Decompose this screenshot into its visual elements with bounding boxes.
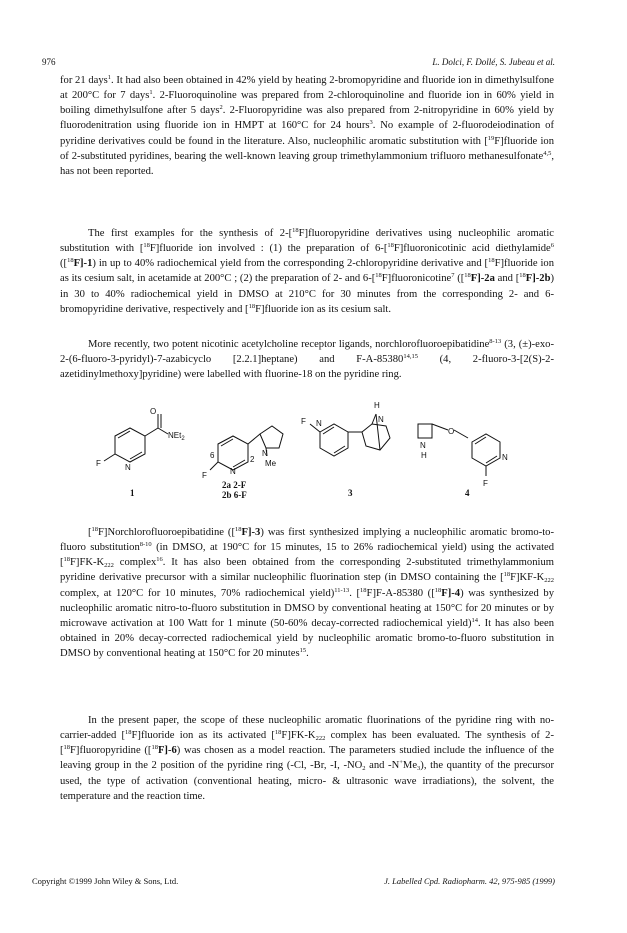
struct4-h-label: H xyxy=(421,451,427,460)
chemical-structures-figure xyxy=(80,398,560,508)
struct1-amide-label: NEt$_2$ xyxy=(168,431,185,442)
structure-3-number: 3 xyxy=(348,488,353,498)
paragraph-5: In the present paper, the scope of these nucleophilic aromatic fluorinations of the pyridine ring with no-carrier-added [$^{18}$F]fluoride ion as its activated $[^{18}F]FK-K_{222}$ complex has been evaluated. The synthesis of 2-[$^{18}$F]fluoropyridine ([$^{18}$F]-6) was chosen as a model reaction. The parameters studied include the influence of the leaving group in the 2 position of the pyridine ring (-Cl, -Br, -I, $-NO_2$ and $-N^+Me_3$), the quantity of the precursor used, the type of activation (conventional heating, micro- & ultrasonic wave irradiations), the solvent, the temperature and the reaction time. xyxy=(60,715,554,802)
paragraph-2: The first examples for the synthesis of 2-[$^{18}$F]fluoropyridine derivatives using nucleophilic aromatic substitution with [$^{18}$F]fluoride ion involved : (1) the preparation of 6-[$^{18}$F]fluoronicotinic acid diethylamide$^6$ ([$^{18}$F]-1) in up to 40% radiochemical yield from the corresponding 2-chloropyridine derivative and [$^{18}$F]fluoride ion as its cesium salt, in acetamide at 200°C ; (2) the preparation of 2- and 6-[$^{18}$F]fluoronicotine$^7$ ([$^{18}$F]-2a and [$^{18}$F]-2b) in 30 to 40% radiochemical yield in DMSO at 210°C for 30 minutes from the corresponding 2- and 6-bromopyridine derivative, respectively and [$^{18}$F]fluoride ion as its cesium salt. xyxy=(60,227,555,315)
struct4-fluorine-label: F xyxy=(483,479,488,488)
paragraph-4: [$^{18}$F]Norchlorofluoroepibatidine ([$^{18}$F]-3) was first synthesized implying a nucleophilic aromatic bromo-to-fluoro substitution$^{8-10}$ (in DMSO, at 190°C for 15 minutes, 15 to 26% radiochemical yield) using the activated $[^{18}F]FK-K_{222}$ complex$^{16}$. It has also been obtained from the corresponding 2-substituted trimethylammonium pyridine derivative precursor with a similar nucleophilic fluorination step (in DMSO containing the $[^{18}F]KF-K_{222}$ complex, at 120°C for 10 minutes, 70% radiochemical yield)$^{11-13}$. [$^{18}$F]F-A-85380 ([$^{18}$F]-4) was synthesized by nucleophilic aromatic nitro-to-fluoro substitution in DMSO by conventional heating at 150°C for 20 minutes or by microwave activation at 100 Watt for 1 minute (50-60% decay-corrected radiochemical yield)$^{14}$. It has also been obtained in 20% decay-corrected radiochemical yield by nucleophilic aromatic bromo-to-fluoro substitution in DMSO by conventional heating at 150°C for 20 minutes$^{15}$. xyxy=(60,526,555,660)
running-head: L. Dolci, F. Dollé, S. Jubeau et al. xyxy=(432,57,555,67)
paragraph-3: More recently, two potent nicotinic acetylcholine receptor ligands, norchlorofluoroepibatidine$^{8-13}$ (3, (±)-exo-2-(6-fluoro-3-pyridyl)-7-azabicyclo [2.2.1]heptane) and F-A-85380$^{14,15}$ (4, 2-fluoro-3-[2(S)-2-azetidinylmethoxy]pyridine) were labelled with fluorine-18 on the pyridine ring. xyxy=(60,338,554,381)
structure-2b-label: 2b 6-F xyxy=(222,490,247,500)
structure-1-number: 1 xyxy=(130,488,135,498)
copyright-footer: Copyright ©1999 John Wiley & Sons, Ltd. xyxy=(32,876,179,886)
struct2-pos2-label: 2 xyxy=(250,455,255,464)
struct2-methyl-label: Me xyxy=(265,459,277,468)
paragraph-1: for 21 days$^1$. It had also been obtained in 42% yield by heating 2-bromopyridine and fluoride ion in dimethylsulfone at 200°C for 7 days$^1$. 2-Fluoroquinoline was prepared from 2-chloroquinoline and fluoride ion in 60% yield in boiling dimethylsulfone after 5 days$^2$. 2-Fluoropyridine was also prepared from 2-nitropyridine in 60% yield by fluorodenitration using fluoride ion in HMPT at 160°C for 24 hours$^3$. No example of 2-fluorodeiodination of pyridine derivatives could be found in the literature. Also, nucleophilic aromatic substitution with [$^{19}$F]fluoride ion of 2-substituted pyridines, bearing the well-known leaving group trimethylammonium trifluoro methanesulfonate$^{4,5}$, has not been reported. xyxy=(60,74,554,177)
struct3-fluorine-label: F xyxy=(301,417,306,426)
struct1-oxygen-label: O xyxy=(150,407,157,416)
struct4-azetidine-n-label: N xyxy=(420,441,426,450)
struct1-nitrogen-label: N xyxy=(125,463,131,472)
struct2-pyridine-n-label: N xyxy=(230,467,236,476)
struct3-bridge-n-label: N xyxy=(378,415,384,424)
journal-citation-footer: J. Labelled Cpd. Radiopharm. 42, 975-985 (1999) xyxy=(384,876,555,886)
struct3-h-label: H xyxy=(374,401,380,410)
struct2-pyrrolidine-n-label: N xyxy=(262,449,268,458)
structure-2a-label: 2a 2-F xyxy=(222,480,247,490)
struct4-pyridine-n-label: N xyxy=(502,453,508,462)
struct1-fluorine-label: F xyxy=(96,459,101,468)
struct2-fluorine-label: F xyxy=(202,471,207,480)
page-number: 976 xyxy=(42,57,56,67)
structure-4-number: 4 xyxy=(465,488,470,498)
struct2-pos6-label: 6 xyxy=(210,451,215,460)
struct3-pyridine-n-label: N xyxy=(316,419,322,428)
struct4-oxygen-label: O xyxy=(448,427,455,436)
